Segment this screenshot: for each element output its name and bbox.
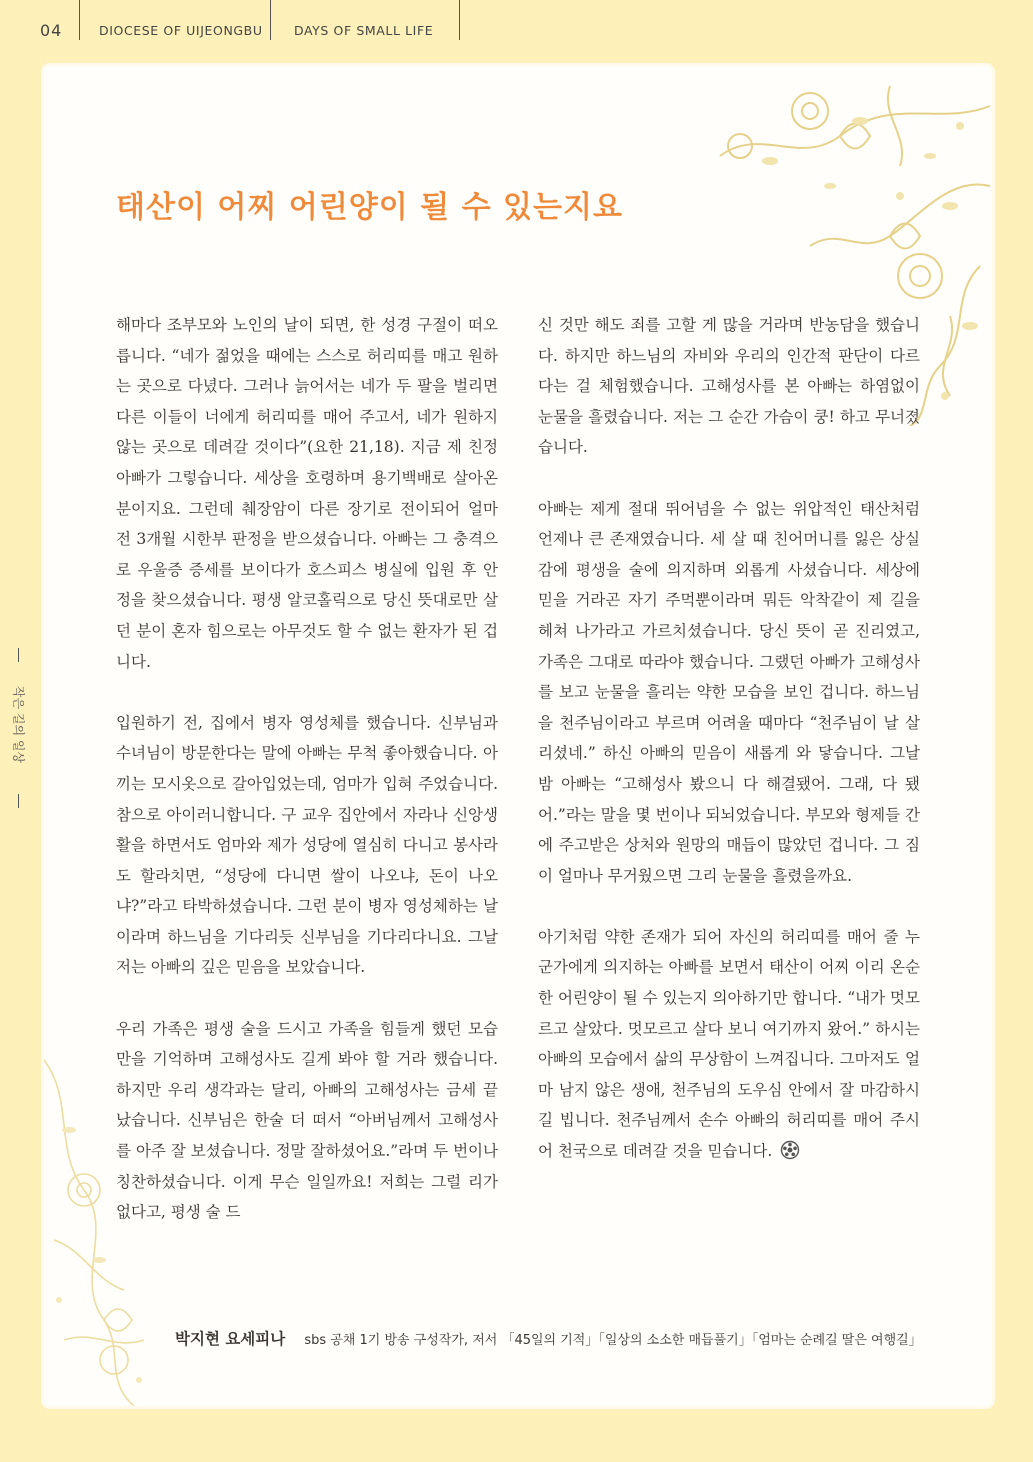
author-bio: sbs 공채 1기 방송 구성작가, 저서 「45일의 기적」「일상의 소소한 매듭풀기」「엄마는 순례길 딸은 여행길」 xyxy=(304,1333,922,1348)
side-label xyxy=(9,648,29,798)
header-diocese: DIOCESE OF UIJEONGBU xyxy=(99,23,263,38)
article-title: 태산이 어찌 어린양이 될 수 있는지요 xyxy=(116,190,623,225)
header-divider xyxy=(459,0,460,40)
side-label-line xyxy=(18,794,19,808)
header-divider xyxy=(270,0,271,40)
author-name: 박지현 요세피나 xyxy=(175,1330,286,1348)
paragraph: 아빠는 제게 절대 뛰어넘을 수 없는 위압적인 태산처럼 언제나 큰 존재였습니다. 세 살 때 친어머니를 잃은 상실감에 평생을 술에 의지하며 외롭게 사셨습니다. 세상에 믿을 거라곤 자기 주먹뿐이라며 뭐든 악착같이 제 길을 헤쳐 나가라고 가르치셨습니다. 당신 뜻이 곧 진리였고, 가족은 그대로 따라야 했습니다. 그랬던 아빠가 고해성사를 보고 눈물을 흘리는 약한 모습을 보인 겁니다. 하느님을 천주님이라고 부르며 어려울 때마다 “천주님이 날 살리셨네.” 하신 아빠의 믿음이 새롭게 와 닿습니다. 그날 밤 아빠는 “고해성사 봤으니 다 해결됐어. 그래, 다 됐어.”라는 말을 몇 번이나 되뇌었습니다. 부모와 형제들 간에 주고받은 상처와 원망의 매듭이 많았던 겁니다. 그 짐이 얼마나 무거웠으면 그리 눈물을 흘렸을까요. xyxy=(538,499,920,885)
article-end-mark-icon xyxy=(780,1140,800,1160)
page-number: 04 xyxy=(40,21,63,40)
paragraph: 입원하기 전, 집에서 병자 영성체를 했습니다. 신부님과 수녀님이 방문한다는 말에 아빠는 무척 좋아했습니다. 아끼는 모시옷으로 갈아입었는데, 엄마가 입혀 주었습니다. 참으로 아이러니합니다. 구 교우 집안에서 자라나 신앙생활을 하면서도 엄마와 제가 성당에 열심히 다니고 봉사라도 할라치면, “성당에 다니면 쌀이 나오냐, 돈이 나오냐?”라고 타박하셨습니다. 그런 분이 병자 영성체하는 날이라며 하느님을 기다리듯 신부님을 기다리다니요. 그날 저는 아빠의 깊은 믿음을 보았습니다. xyxy=(116,713,498,977)
side-label-text: 작은 길의 일상 xyxy=(11,685,26,764)
author-info xyxy=(175,1327,922,1349)
header-divider xyxy=(79,0,80,40)
page-header xyxy=(0,0,1033,40)
article-column-right xyxy=(538,310,920,1197)
side-label-line xyxy=(18,648,19,662)
paragraph-last xyxy=(538,922,920,1167)
article-column-left xyxy=(116,310,498,1258)
paragraph: 우리 가족은 평생 술을 드시고 가족을 힘들게 했던 모습만을 기억하며 고해성사도 길게 봐야 할 거라 했습니다. 하지만 우리 생각과는 달리, 아빠의 고해성사는 금세 끝났습니다. 신부님은 한술 더 떠서 “아버님께서 고해성사를 아주 잘 보셨습니다. 정말 잘하셨어요.”라며 두 번이나 칭찬하셨습니다. 이게 무슨 일일까요! 저희는 그럴 리가 없다고, 평생 술 드 xyxy=(116,1019,498,1222)
header-section: DAYS OF SMALL LIFE xyxy=(294,23,434,38)
paragraph: 신 것만 해도 죄를 고할 게 많을 거라며 반농담을 했습니다. 하지만 하느님의 자비와 우리의 인간적 판단이 다르다는 걸 체험했습니다. 고해성사를 본 아빠는 하염없이 눈물을 흘렸습니다. 저는 그 순간 가슴이 쿵! 하고 무너졌습니다. xyxy=(538,316,920,457)
paragraph: 해마다 조부모와 노인의 날이 되면, 한 성경 구절이 떠오릅니다. “네가 젊었을 때에는 스스로 허리띠를 매고 원하는 곳으로 다녔다. 그러나 늙어서는 네가 두 팔을 벌리면 다른 이들이 너에게 허리띠를 매어 주고서, 네가 원하지 않는 곳으로 데려갈 것이다”(요한 21,18). 지금 제 친정 아빠가 그렇습니다. 세상을 호령하며 용기백배로 살아온 분이지요. 그런데 췌장암이 다른 장기로 전이되어 얼마 전 3개월 시한부 판정을 받으셨습니다. 아빠는 그 충격으로 우울증 증세를 보이다가 호스피스 병실에 입원 후 안정을 찾으셨습니다. 평생 알코홀릭으로 당신 뜻대로만 살던 분이 혼자 힘으로는 아무것도 할 수 없는 환자가 된 겁니다. xyxy=(116,316,498,671)
paragraph-text: 아기처럼 약한 존재가 되어 자신의 허리띠를 매어 줄 누군가에게 의지하는 아빠를 보면서 태산이 어찌 이리 온순한 어린양이 될 수 있는지 의아하기만 합니다. “내가 멋모르고 살았다. 멋모르고 살다 보니 여기까지 왔어.” 하시는 아빠의 모습에서 삶의 무상함이 느껴집니다. 그마저도 얼마 남지 않은 생애, 천주님의 도우심 안에서 잘 마감하시길 빕니다. 천주님께서 손수 아빠의 허리띠를 매어 주시어 천국으로 데려갈 것을 믿습니다. xyxy=(538,927,920,1161)
